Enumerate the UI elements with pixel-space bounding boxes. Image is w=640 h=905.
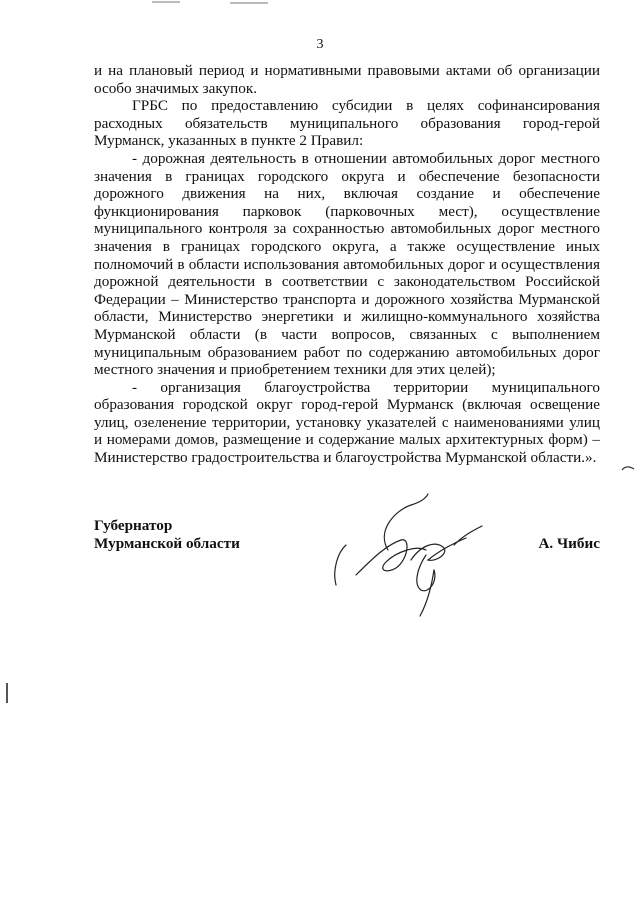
scan-edge-mark: [6, 683, 8, 703]
signatory-title: [94, 517, 240, 552]
paragraph-landscaping: - организация благоустройства территории муниципального образования городской округ город-герой Мурманск (включая освещение улиц, озеленение территории, установку указателей с наименованиями улиц и номерами домов, размещение и содержание малых архитектурных форм) – Министерство градостроительства и благоустройства Мурманской области.».: [94, 378, 600, 467]
signatory-title-line1: Губернатор: [94, 517, 173, 534]
paragraph-grbs: ГРБС по предоставлению субсидии в целях софинансирования расходных обязательств муниципального образования город-герой Мурманск, указанных в пункте 2 Правил:: [94, 97, 600, 150]
handwritten-signature: [316, 490, 496, 620]
signatory-name: А. Чибис: [538, 535, 600, 552]
page-number: 3: [316, 37, 324, 52]
paragraph-continuation: и на плановый период и нормативными правовыми актами об организации особо значимых закупок.: [94, 62, 600, 97]
signatory-title-line2: Мурманской области: [94, 534, 240, 552]
scan-top-marks: [150, 0, 270, 6]
scan-margin-mark: [621, 465, 635, 473]
paragraph-road-activity: - дорожная деятельность в отношении автомобильных дорог местного значения в границах городского округа и обеспечение безопасности дорожного движения на них, включая создание и обеспечение функционирования парковок (парковочных мест), осуществление муниципального контроля за сохранностью автомобильных дорог местного значения в границах городского округа, а также осуществление иных полномочий в области использования автомобильных дорог и осуществления дорожной деятельности в соответствии с законодательством Российской Федерации – Министерство транспорта и дорожного хозяйства Мурманской области, Министерство энергетики и жилищно-коммунального хозяйства Мурманской области (в части вопросов, связанных с выполнением муниципальным образованием работ по содержанию автомобильных дорог местного значения и приобретением техники для этих целей);: [94, 149, 600, 379]
document-body: [94, 62, 600, 467]
